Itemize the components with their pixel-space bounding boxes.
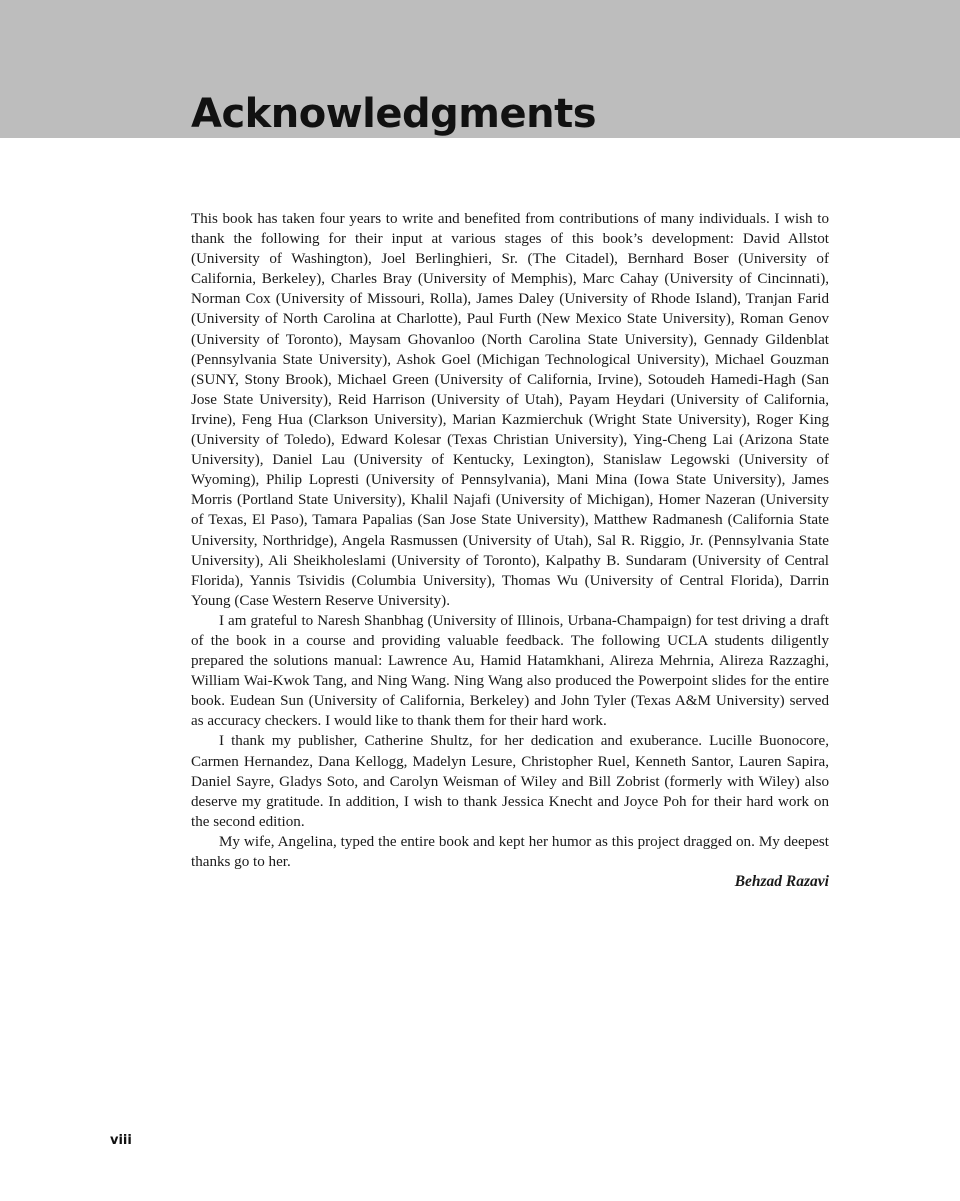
author-signature: Behzad Razavi — [734, 873, 829, 891]
paragraph-students: I am grateful to Naresh Shanbhag (University of Illinois, Urbana-Champaign) for test driving a draft of the book in a course and providing valuable feedback. The following UCLA students diligently prepared the solutions manual: Lawrence Au, Hamid Hatamkhani, Alireza Mehrnia, Alireza Razzaghi, William Wai-Kwok Tang, and Ning Wang. Ning Wang also produced the Powerpoint slides for the entire book. Eudean Sun (University of California, Berkeley) and John Tyler (Texas A&M University) served as accuracy checkers. I would like to thank them for their hard work. — [191, 612, 829, 730]
acknowledgments-body — [191, 209, 829, 892]
paragraph-wife: My wife, Angelina, typed the entire book and kept her humor as this project dragged on. My deepest thanks go to her. — [191, 833, 829, 870]
page-number: viii — [110, 1133, 132, 1148]
page-title: Acknowledgments — [191, 91, 596, 137]
paragraph-publisher: I thank my publisher, Catherine Shultz, for her dedication and exuberance. Lucille Buonocore, Carmen Hernandez, Dana Kellogg, Madelyn Lesure, Christopher Ruel, Kenneth Santor, Lauren Sapira, Daniel Sayre, Gladys Soto, and Carolyn Weisman of Wiley and Bill Zobrist (formerly with Wiley) also deserve my gratitude. In addition, I wish to thank Jessica Knecht and Joyce Poh for their hard work on the second edition. — [191, 733, 829, 830]
paragraph-contributors: This book has taken four years to write and benefited from contributions of many individuals. I wish to thank the following for their input at various stages of this book’s development: David Allstot (University of Washington), Joel Berlinghieri, Sr. (The Citadel), Bernhard Boser (University of California, Berkeley), Charles Bray (University of Memphis), Marc Cahay (University of Cincinnati), Norman Cox (University of Missouri, Rolla), James Daley (University of Rhode Island), Tranjan Farid (University of North Carolina at Charlotte), Paul Furth (New Mexico State University), Roman Genov (University of Toronto), Maysam Ghovanloo (North Carolina State University), Gennady Gildenblat (Pennsylvania State University), Ashok Goel (Michigan Technological University), Michael Gouzman (SUNY, Stony Brook), Michael Green (University of California, Irvine), Sotoudeh Hamedi-Hagh (San Jose State University), Reid Harrison (University of Utah), Payam Heydari (University of California, Irvine), Feng Hua (Clarkson University), Marian Kazmierchuk (Wright State University), Roger King (University of Toledo), Edward Kolesar (Texas Christian University), Ying-Cheng Lai (Arizona State University), Daniel Lau (University of Kentucky, Lexington), Stanislaw Legowski (University of Wyoming), Philip Lopresti (University of Pennsylvania), Mani Mina (Iowa State University), James Morris (Portland State University), Khalil Najafi (University of Michigan), Homer Nazeran (University of Texas, El Paso), Tamara Papalias (San Jose State University), Matthew Radmanesh (California State University, Northridge), Angela Rasmussen (University of Utah), Sal R. Riggio, Jr. (Pennsylvania State University), Ali Sheikholeslami (University of Toronto), Kalpathy B. Sundaram (University of Central Florida), Yannis Tsividis (Columbia University), Thomas Wu (University of Central Florida), Darrin Young (Case Western Reserve University). — [191, 211, 829, 609]
